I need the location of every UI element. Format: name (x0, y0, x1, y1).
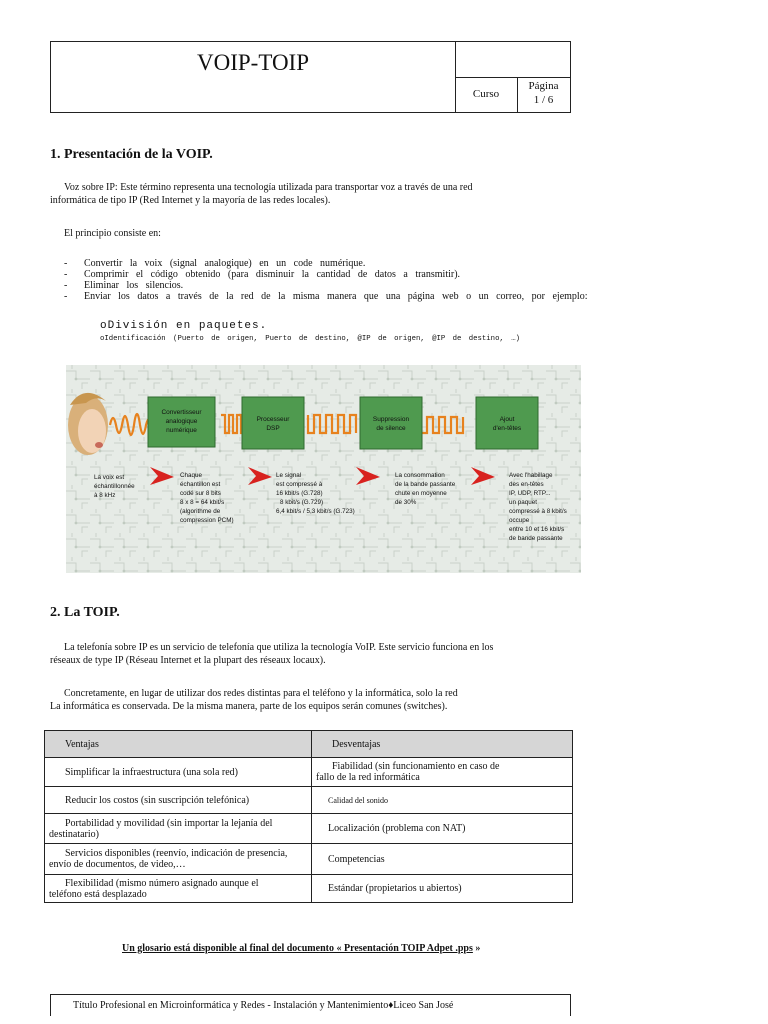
cell-text-continued: fallo de la red informática (316, 772, 420, 783)
caption-2-line5: (algorithme de (180, 508, 221, 515)
caption-5-line5: compressé à 8 kbit/s (509, 508, 567, 515)
sub-item-division: oDivisión en paquetes. (100, 320, 268, 332)
caption-5-line3: IP, UDP, RTP... (509, 490, 551, 497)
list-item-text: Eliminar los silencios. (84, 280, 184, 291)
section1-para1-line1: Voz sobre IP: Este término representa una tecnología utilizada para transportar voz a través de una red (64, 182, 473, 193)
cell-text: Portabilidad y movilidad (sin importar la lejanía del (65, 817, 273, 829)
footer-box (50, 994, 571, 1016)
cell-text: Reducir los costos (sin suscripción telefónica) (65, 794, 250, 806)
caption-5-line7: entre 10 et 16 kbit/s (509, 526, 565, 533)
box-silence-line1: Suppression (372, 416, 410, 423)
section1-para1-line2: informática de tipo IP (Red Internet y la mayoría de las redes locales). (50, 195, 331, 206)
box-converter-line2: analogique (165, 418, 198, 425)
list-item (64, 280, 768, 291)
caption-3-line1: Le signal (276, 472, 302, 479)
cell-ventaja (45, 844, 312, 875)
caption-4-line1: La consommation (395, 472, 445, 479)
cell-text: Calidad del sonido (328, 795, 388, 805)
cell-text: Servicios disponibles (reenvío, indicación de presencia, (65, 848, 288, 859)
cell-text: Estándar (propietarios u abiertos) (328, 883, 462, 894)
section2-para2-line1: Concretamente, en lugar de utilizar dos redes distintas para el teléfono y la informática, solo la red (64, 688, 458, 699)
list-item-text: Enviar los datos a través de la red de la misma manera que una página web o un correo, por ejemplo: (84, 291, 588, 302)
cell-text: Fiabilidad (sin funcionamiento en caso de (332, 761, 500, 772)
box-silence-line2: de silence (376, 425, 406, 432)
glossary-tail: » (472, 943, 481, 954)
caption-3-line3: 16 kbit/s (G.728) (276, 490, 323, 497)
advantages-table (44, 730, 573, 903)
caption-5-line6: occupe (509, 517, 530, 524)
caption-5-line1: Avec l'habillage (509, 472, 553, 479)
sub-item-identificacion: oIdentificación (Puerto de origen, Puerto de destino, @IP de origen, @IP de destino, …) (100, 335, 520, 343)
document-title: VOIP-TOIP (196, 50, 310, 75)
cell-ventaja (45, 875, 312, 903)
section2-heading: 2. La TOIP. (50, 605, 120, 620)
box-dsp (242, 397, 304, 449)
cell-text-continued: destinatario) (49, 828, 99, 840)
caption-4-line2: de la bande passante (395, 481, 456, 488)
box-headers-line1: Ajout (499, 416, 515, 423)
pagina-cell (517, 79, 570, 107)
table-row (45, 875, 573, 903)
section2-para1-line1: La telefonía sobre IP es un servicio de telefonía que utiliza la tecnología VoIP. Este servicio funciona en los (64, 642, 494, 653)
list-item (64, 258, 768, 269)
box-dsp-line1: Processeur (256, 416, 290, 423)
caption-5-line8: de bande passante (509, 535, 563, 542)
list-item (64, 269, 768, 280)
caption-1-line2: échantillonnée (94, 483, 135, 490)
pagina-label: Página (528, 80, 559, 92)
cell-text-continued: envío de documentos, de video,… (49, 859, 186, 870)
caption-2-line4: 8 x 8 = 64 kbit/s (180, 499, 225, 506)
cell-text: Flexibilidad (mismo número asignado aunque el (65, 877, 259, 889)
caption-4-line4: de 30% (395, 499, 417, 506)
caption-3-line2: est compressé à (276, 481, 323, 488)
cell-desventaja (312, 758, 573, 787)
section1-principle: El principio consiste en: (64, 228, 161, 239)
cell-ventaja (45, 814, 312, 844)
caption-5-line2: des en-têtes (509, 481, 544, 488)
caption-2-line2: échantillon est (180, 481, 221, 488)
caption-2-line1: Chaque (180, 472, 203, 479)
section2-para2-line2: La informática es conservada. De la misma manera, parte de los equipos serán comunes (switches). (50, 701, 448, 712)
cell-desventaja (312, 875, 573, 903)
cell-ventaja (45, 787, 312, 814)
principle-list (64, 258, 768, 302)
footer-text: Título Profesional en Microinformática y Redes - Instalación y Mantenimiento♦Liceo San José (73, 1000, 454, 1011)
table-row (45, 844, 573, 875)
glossary-link[interactable]: Un glosario está disponible al final del documento « Presentación TOIP Adpet .pps (122, 943, 473, 954)
caption-3-line5: 6,4 kbit/s / 5,3 kbit/s (G.723) (276, 508, 355, 515)
list-item-text: Comprimir el código obtenido (para disminuir la cantidad de datos a transmitir). (84, 269, 461, 280)
header-meta (455, 42, 570, 112)
table-row (45, 758, 573, 787)
list-item (64, 291, 768, 302)
title-cell (51, 42, 456, 112)
caption-3-line4: 8 kbit/s (G.729) (280, 499, 324, 506)
pagina-value: 1 / 6 (533, 94, 554, 106)
cell-text-continued: teléfono está desplazado (49, 888, 147, 900)
caption-2-line6: compression PCM) (180, 517, 234, 524)
list-item-text: Convertir la voix (signal analogique) en un code numérique. (84, 258, 366, 269)
voip-process-diagram (66, 365, 581, 573)
cell-desventaja (312, 787, 573, 814)
caption-4-line3: chute en moyenne (395, 490, 447, 497)
circuit-pattern (66, 365, 581, 573)
caption-1-line1: La voix est (94, 474, 125, 481)
cell-text: Competencias (328, 853, 385, 865)
section2-para1-line2: réseaux de type IP (Réseau Internet et la plupart des réseaux locaux). (50, 655, 326, 666)
caption-2-line3: codé sur 8 bits (180, 490, 221, 497)
cell-desventaja (312, 814, 573, 844)
box-converter-line3: numérique (166, 427, 197, 434)
caption-5-line4: un paquet (509, 499, 538, 506)
cell-text: Localización (problema con NAT) (328, 823, 466, 834)
cell-desventaja (312, 844, 573, 875)
cell-ventaja (45, 758, 312, 787)
cell-text: Simplificar la infraestructura (una sola red) (65, 766, 238, 778)
box-headers-line2: d'en-têtes (492, 425, 522, 432)
header-desventajas: Desventajas (312, 731, 573, 758)
box-converter-line1: Convertisseur (161, 409, 202, 416)
section1-heading: 1. Presentación de la VOIP. (50, 147, 213, 162)
box-headers (476, 397, 538, 449)
table-header-row (45, 731, 573, 758)
curso-label: Curso (455, 77, 518, 112)
glossary-note (122, 943, 480, 954)
header-ventajas: Ventajas (45, 731, 312, 758)
box-dsp-line2: DSP (266, 425, 280, 432)
table-row (45, 814, 573, 844)
caption-1-line3: à 8 kHz (94, 492, 116, 499)
table-row (45, 787, 573, 814)
header-meta-blank (455, 42, 570, 78)
header-box (50, 41, 571, 113)
box-silence (360, 397, 422, 449)
